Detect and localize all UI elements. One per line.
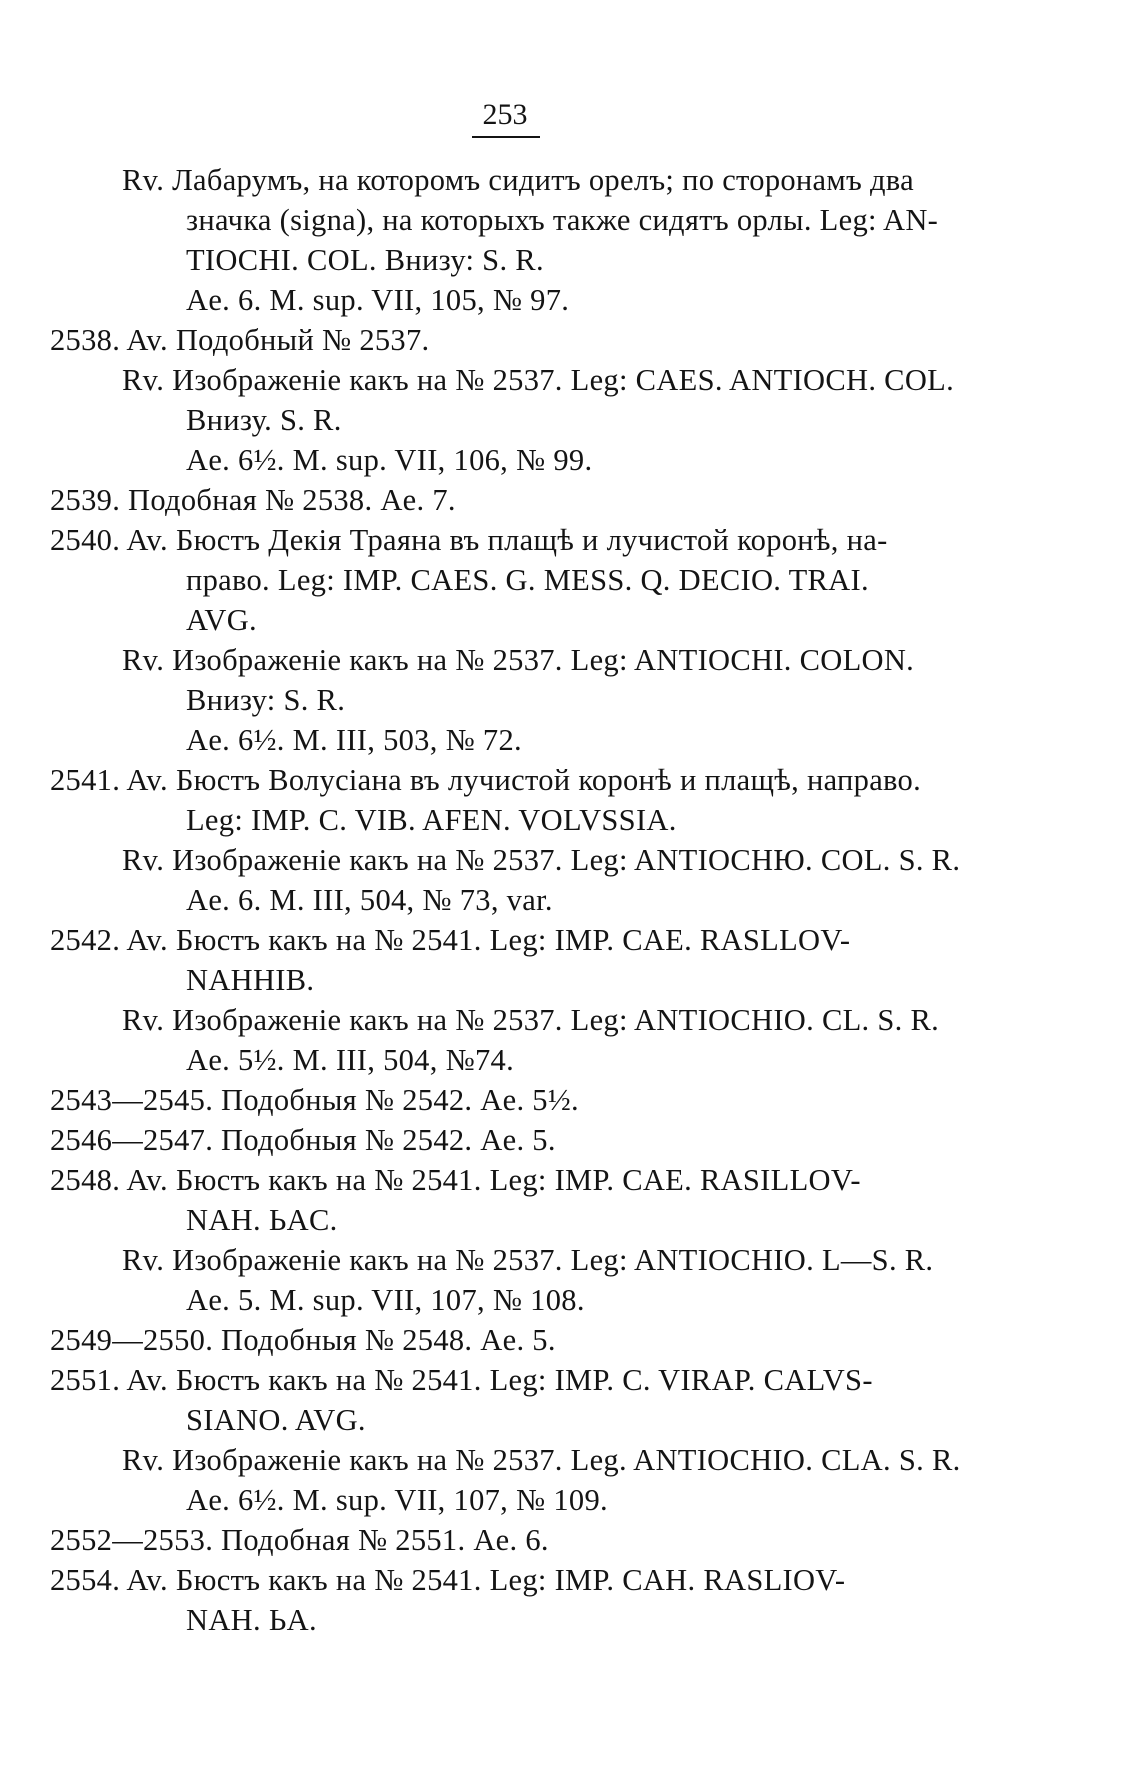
page-number-rule [472, 136, 540, 138]
entry-line: 2539. Подобная № 2538. Ae. 7. [50, 483, 456, 517]
text-line: Ae. 6½. M. sup. VII, 106, № 99. [186, 443, 593, 477]
page-number: 253 [482, 98, 528, 131]
entry-line: 2554. Av. Бюстъ какъ на № 2541. Leg: IMP. CAH. RASLIOV- [50, 1563, 846, 1597]
text-line: Rv. Изображеніе какъ на № 2537. Leg: CAES. ANTIOCH. COL. [122, 363, 955, 397]
text-line: Rv. Изображеніе какъ на № 2537. Leg: ANTIOCHI. COLON. [122, 643, 915, 677]
text-line: Rv. Изображеніе какъ на № 2537. Leg. ANTIOCHIO. CLA. S. R. [122, 1443, 961, 1477]
text-line: Ae. 6½. M. III, 503, № 72. [186, 723, 522, 757]
text-line: Ae. 6. M. III, 504, № 73, var. [186, 883, 553, 917]
text-line: Rv. Изображеніе какъ на № 2537. Leg: ANTIOCHIO. L—S. R. [122, 1243, 934, 1277]
text-line: NAH. ЬAC. [186, 1203, 338, 1237]
entry-line: 2542. Av. Бюстъ какъ на № 2541. Leg: IMP. CAE. RASLLOV- [50, 923, 851, 957]
text-line: TIOCHI. COL. Внизу: S. R. [186, 243, 544, 277]
text-line: значка (signa), на которыхъ также сидятъ орлы. Leg: AN- [186, 203, 939, 237]
text-line: Внизу: S. R. [186, 683, 346, 717]
text-line: AVG. [186, 603, 257, 637]
entry-line: 2551. Av. Бюстъ какъ на № 2541. Leg: IMP. C. VIRAP. CALVS- [50, 1363, 873, 1397]
text-line: Ae. 6½. M. sup. VII, 107, № 109. [186, 1483, 608, 1517]
text-line: SIANO. AVG. [186, 1403, 366, 1437]
text-line: Внизу. S. R. [186, 403, 342, 437]
entry-line: 2549—2550. Подобныя № 2548. Ae. 5. [50, 1323, 556, 1357]
text-line: Ae. 5½. M. III, 504, №74. [186, 1043, 515, 1077]
text-line: Ae. 6. M. sup. VII, 105, № 97. [186, 283, 570, 317]
text-line: Rv. Изображеніе какъ на № 2537. Leg: ANTIOCHЮ. COL. S. R. [122, 843, 961, 877]
entry-line: 2543—2545. Подобныя № 2542. Ae. 5½. [50, 1083, 579, 1117]
entry-line: 2538. Av. Подобный № 2537. [50, 323, 430, 357]
entry-line: 2541. Av. Бюстъ Волусіана въ лучистой коронѣ и плащѣ, направо. [50, 763, 922, 797]
entry-line: 2540. Av. Бюстъ Декія Траяна въ плащѣ и лучистой коронѣ, на- [50, 523, 888, 557]
text-line: право. Leg: IMP. CAES. G. MESS. Q. DECIO. TRAI. [186, 563, 869, 597]
text-line: Rv. Лабарумъ, на которомъ сидитъ орелъ; по сторонамъ два [122, 163, 914, 197]
text-line: NAHHIB. [186, 963, 315, 997]
text-line: NAH. ЬA. [186, 1603, 317, 1637]
entry-line: 2548. Av. Бюстъ какъ на № 2541. Leg: IMP. CAE. RASILLOV- [50, 1163, 861, 1197]
text-line: Rv. Изображеніе какъ на № 2537. Leg: ANTIOCHIO. CL. S. R. [122, 1003, 940, 1037]
entry-line: 2546—2547. Подобныя № 2542. Ae. 5. [50, 1123, 556, 1157]
text-line: Leg: IMP. C. VIB. AFEN. VOLVSSIA. [186, 803, 677, 837]
entry-line: 2552—2553. Подобная № 2551. Ae. 6. [50, 1523, 549, 1557]
text-line: Ae. 5. M. sup. VII, 107, № 108. [186, 1283, 585, 1317]
